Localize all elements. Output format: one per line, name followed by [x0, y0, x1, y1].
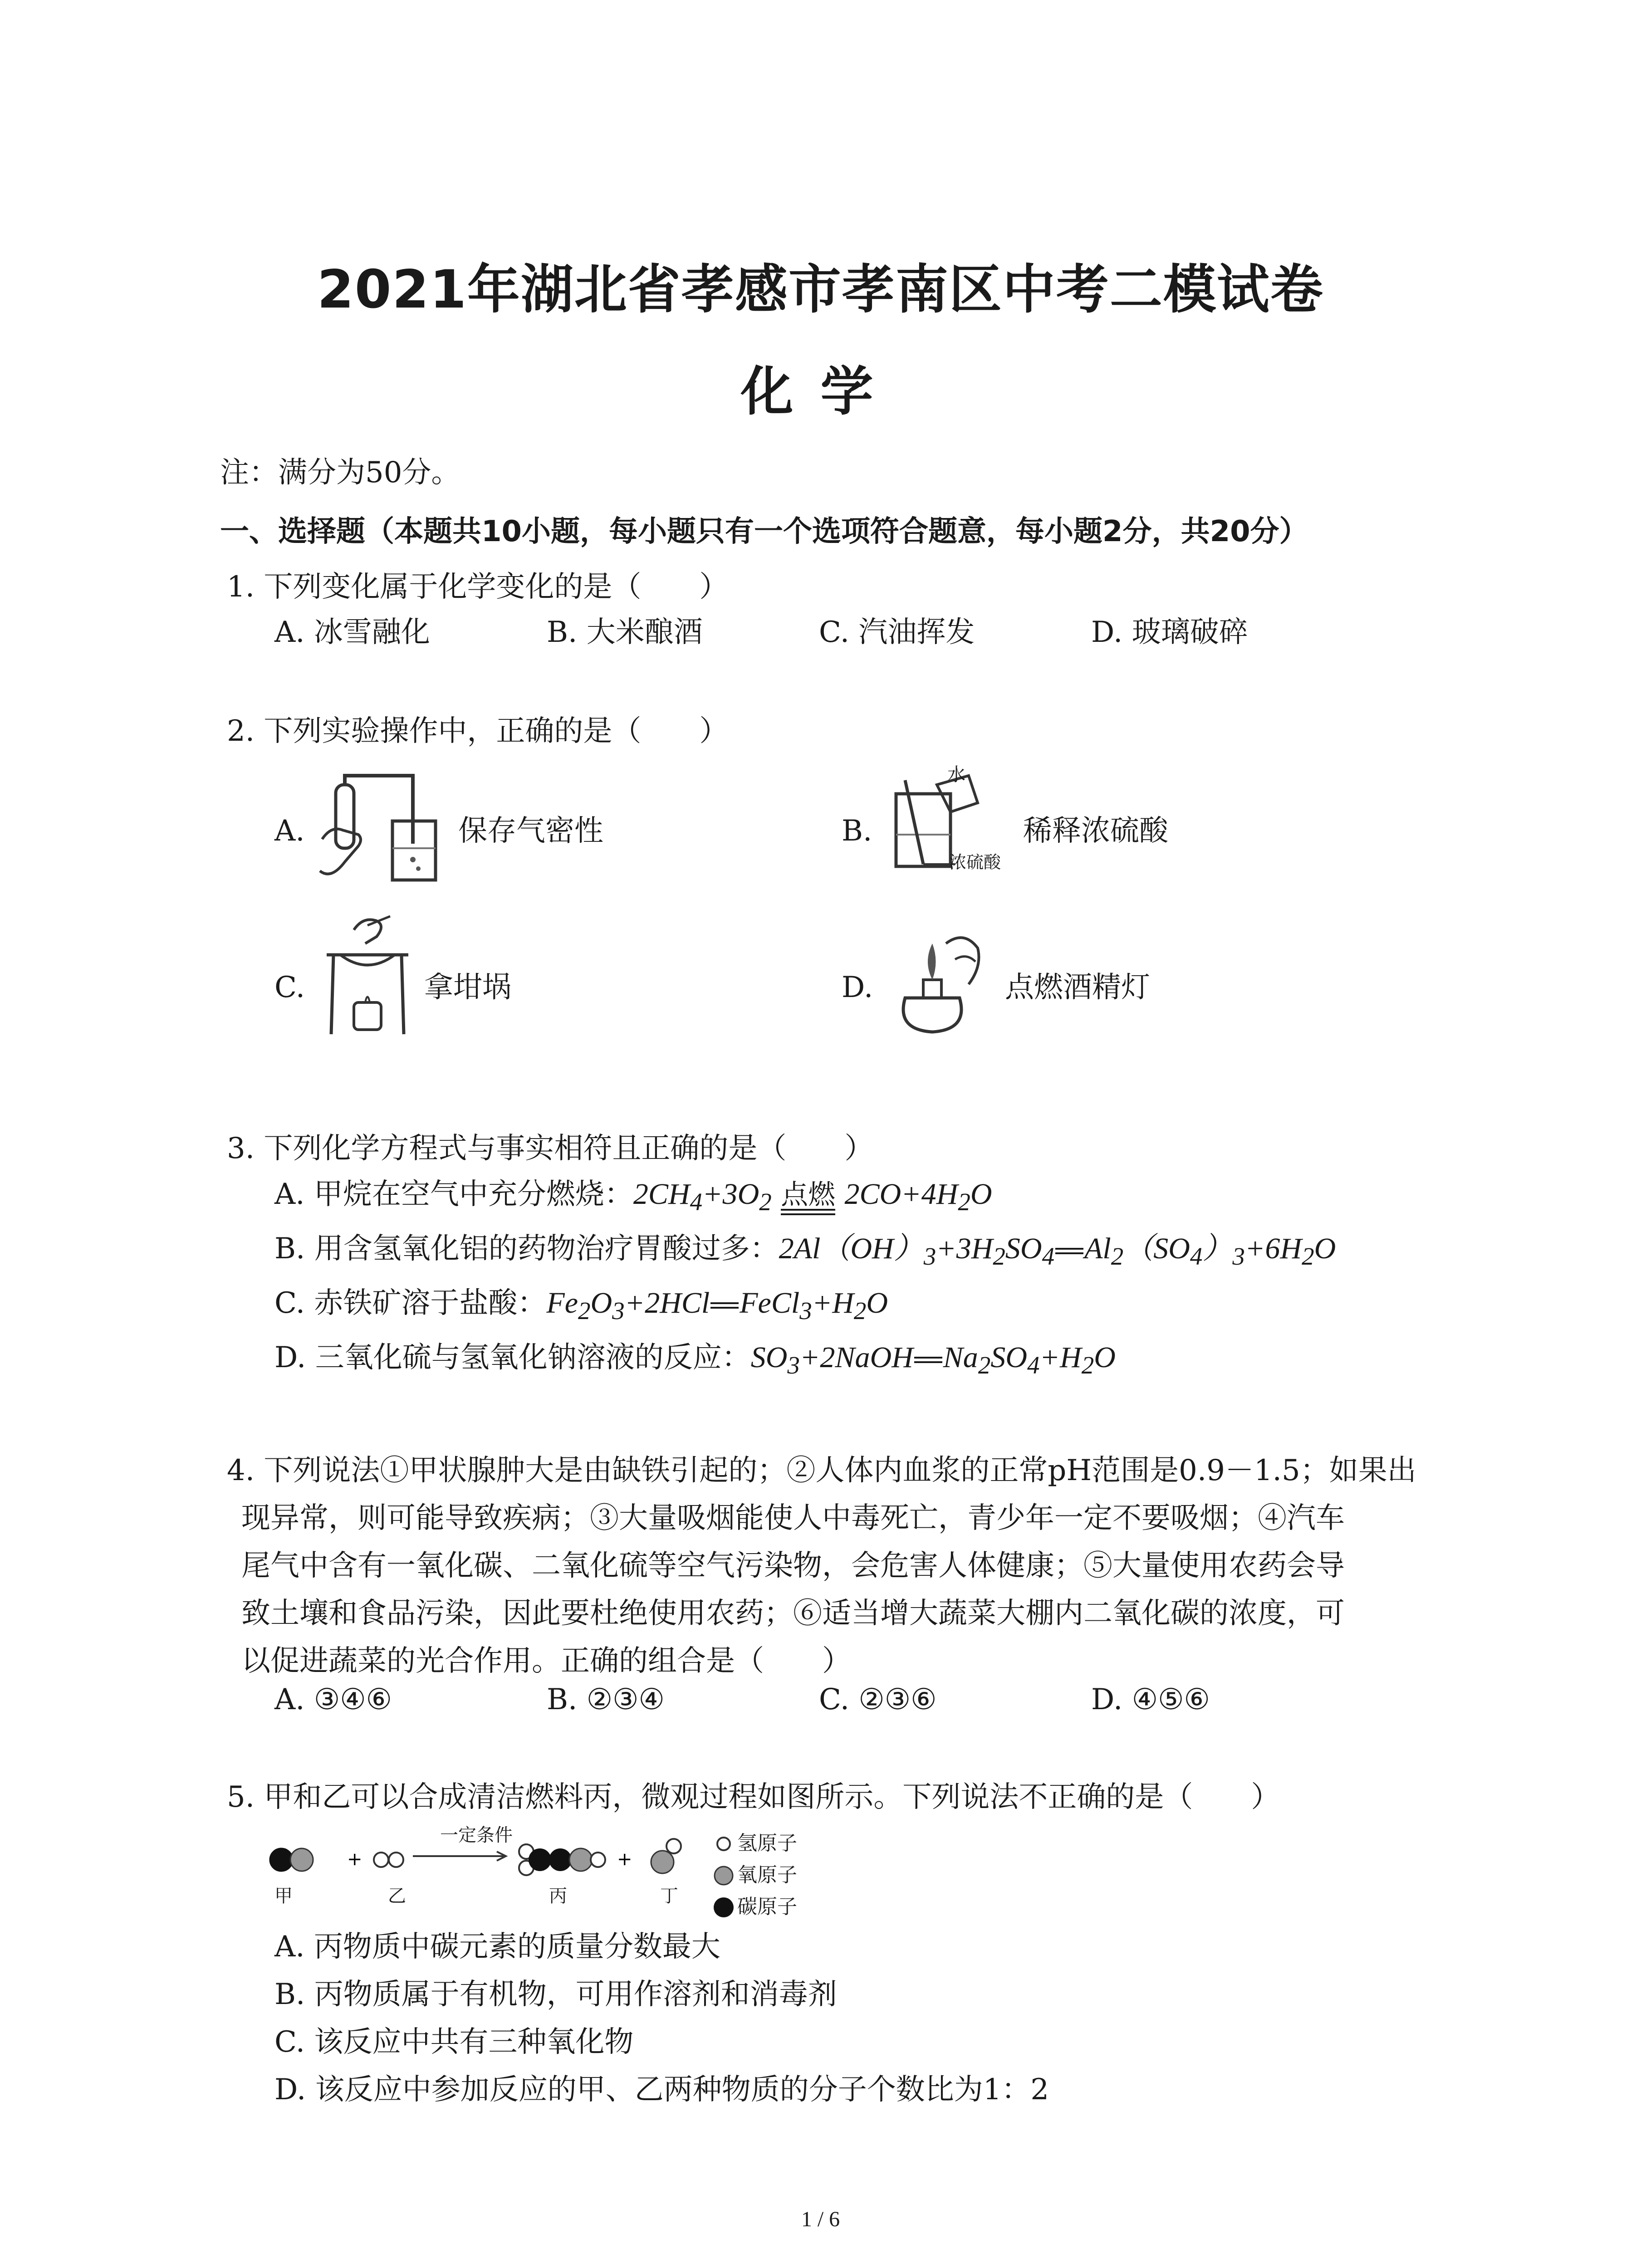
q3-option-d-prefix: D. 三氧化硫与氢氧化钠溶液的反应： — [274, 1341, 751, 1374]
q1-option-b: B. 大米酿酒 — [547, 616, 703, 649]
q3-option-d: D. 三氧化硫与氢氧化钠溶液的反应：$SO_3+2NaOH$ $Na_2SO_4+H_2O$ — [274, 1341, 1116, 1379]
q3-option-a: A. 甲烷在空气中充分燃烧：$2CH_4+3O_2$ 点燃 $2CO+4H_2O$ — [274, 1178, 992, 1216]
q2-stem: 2. 下列实验操作中，正确的是（ ） — [227, 714, 729, 748]
q4-option-d: D. ④⑤⑥ — [1091, 1683, 1210, 1716]
reaction-condition-label: 一定条件 — [440, 1825, 513, 1846]
reaction-condition: 点燃 — [781, 1179, 836, 1211]
q2-option-d-letter: D. — [842, 971, 873, 1004]
q3-stem: 3. 下列化学方程式与事实相符且正确的是（ ） — [227, 1132, 874, 1165]
q4-line-1: 4. 下列说法①甲状腺肿大是由缺铁引起的；②人体内血浆的正常pH范围是0.9－1.5；如果出 — [227, 1454, 1416, 1487]
q2-option-a-letter: A. — [274, 814, 305, 848]
q5-option-b: B. 丙物质属于有机物，可用作溶剂和消毒剂 — [274, 1978, 837, 2011]
product-ding-label: 丁 — [660, 1886, 678, 1906]
reactant-jia-label: 甲 — [274, 1886, 293, 1906]
q3-option-c: C. 赤铁矿溶于盐酸：$Fe_2O_3+2HCl$ $FeCl_3+H_2O$ — [274, 1286, 888, 1325]
q3-option-b-prefix: B. 用含氢氧化铝的药物治疗胃酸过多： — [274, 1232, 779, 1266]
q2-option-b-text: 稀释浓硫酸 — [1023, 814, 1168, 848]
q2-option-c-text: 拿坩埚 — [424, 971, 511, 1004]
q2-option-c-letter: C. — [274, 971, 305, 1004]
svg-text:+: + — [347, 1849, 362, 1870]
page-number: 1 / 6 — [801, 2207, 840, 2231]
q2-option-a-text: 保存气密性 — [458, 814, 603, 848]
legend-carbon: 碳原子 — [737, 1895, 797, 1918]
q5-option-a: A. 丙物质中碳元素的质量分数最大 — [274, 1930, 720, 1964]
legend-oxygen: 氧原子 — [737, 1863, 797, 1887]
q4-line-4: 致土壤和食品污染，因此要杜绝使用农药；⑥适当增大蔬菜大棚内二氧化碳的浓度，可 — [241, 1597, 1345, 1630]
q4-option-b: B. ②③④ — [547, 1683, 665, 1716]
q1-stem: 1. 下列变化属于化学变化的是（ ） — [227, 570, 729, 604]
water-label: 水 — [947, 764, 965, 785]
q1-option-d: D. 玻璃破碎 — [1091, 616, 1248, 649]
q4-option-a: A. ③④⑥ — [274, 1683, 392, 1716]
q2-option-b-letter: B. — [842, 814, 872, 848]
score-note: 注：满分为50分。 — [220, 456, 460, 489]
airtightness-figure — [318, 771, 445, 889]
q5-stem: 5. 甲和乙可以合成清洁燃料丙，微观过程如图所示。下列说法不正确的是（ ） — [227, 1780, 1280, 1814]
q4-line-5: 以促进蔬菜的光合作用。正确的组合是（ ） — [241, 1644, 851, 1678]
q5-option-d: D. 该反应中参加反应的甲、乙两种物质的分子个数比为1：2 — [274, 2073, 1049, 2107]
q3-option-c-prefix: C. 赤铁矿溶于盐酸： — [274, 1286, 547, 1320]
reactant-yi-label: 乙 — [388, 1886, 406, 1906]
q3-option-a-prefix: A. 甲烷在空气中充分燃烧： — [274, 1178, 633, 1211]
q4-line-2: 现异常，则可能导致疾病；③大量吸烟能使人中毒死亡，青少年一定不要吸烟；④汽车 — [241, 1501, 1345, 1535]
product-bing-label: 丙 — [549, 1886, 567, 1906]
q5-option-c: C. 该反应中共有三种氧化物 — [274, 2025, 634, 2059]
subject-title: 化学 — [740, 361, 901, 422]
q4-option-c: C. ②③⑥ — [819, 1683, 937, 1716]
q3-option-b: B. 用含氢氧化铝的药物治疗胃酸过多：$2Al(OH)_3+3H_2SO_4$ $Al_2(SO_4)_3+6H_2O$ — [274, 1232, 1336, 1271]
q1-option-c: C. 汽油挥发 — [819, 616, 975, 649]
svg-text:+: + — [617, 1849, 632, 1870]
q4-line-3: 尾气中含有一氧化碳、二氧化硫等空气污染物，会危害人体健康；⑤大量使用农药会导 — [241, 1549, 1345, 1583]
section-heading: 一、选择题（本题共10小题，每小题只有一个选项符合题意，每小题2分，共20分） — [220, 515, 1308, 548]
q2-option-d-text: 点燃酒精灯 — [1005, 971, 1150, 1004]
acid-label: 浓硫酸 — [949, 852, 1001, 872]
crucible-figure — [322, 912, 413, 1039]
alcohol-lamp-figure — [887, 916, 991, 1039]
legend-hydrogen: 氢原子 — [737, 1832, 797, 1855]
q1-option-a: A. 冰雪融化 — [274, 616, 430, 649]
exam-title: 2021年湖北省孝感市孝南区中考二模试卷 — [317, 259, 1324, 320]
